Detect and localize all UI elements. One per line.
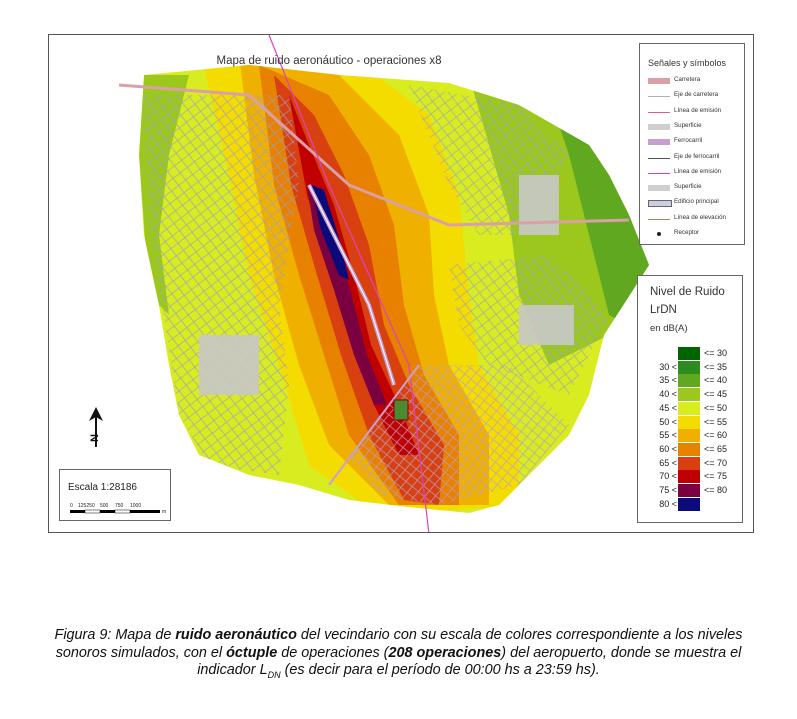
noise-class-swatch <box>678 374 700 387</box>
caption-text: (es decir para el período de 00:00 hs a 23:59 hs). <box>280 662 600 678</box>
noise-class-row <box>638 484 744 497</box>
noise-class-row <box>638 429 744 442</box>
noise-class-row <box>638 498 744 511</box>
symbol-swatch <box>657 232 661 236</box>
noise-class-swatch <box>678 498 700 511</box>
caption-text: de operaciones ( <box>277 644 389 661</box>
noise-map-frame <box>48 34 754 533</box>
scale-tick-label: 500 <box>100 503 109 509</box>
noise-class-lower: 40 < <box>659 389 677 400</box>
noise-legend-indicator: LrDN <box>650 304 677 316</box>
noise-class-lower: 35 < <box>659 375 677 386</box>
noise-class-swatch <box>678 443 700 456</box>
main-building <box>199 335 259 395</box>
noise-class-upper: <= 70 <box>704 457 728 468</box>
noise-class-lower: 30 < <box>659 361 677 372</box>
symbol-legend-item <box>648 153 744 163</box>
noise-class-row <box>638 388 744 401</box>
noise-level-legend <box>637 275 743 523</box>
symbol-swatch <box>648 96 670 97</box>
symbol-legend-item <box>648 198 744 208</box>
noise-class-lower: 50 < <box>659 416 677 427</box>
symbol-legend-item <box>648 122 744 132</box>
noise-class-swatch <box>678 484 700 497</box>
symbol-swatch <box>648 200 672 207</box>
noise-class-swatch <box>678 388 700 401</box>
noise-class-swatch <box>678 361 700 374</box>
symbol-legend-item <box>648 91 744 101</box>
noise-legend-unit: en dB(A) <box>650 323 688 334</box>
symbol-swatch <box>648 173 670 174</box>
caption-text: ) del aeropuerto, donde se muestra el indicador L <box>197 644 742 678</box>
noise-class-upper: <= 80 <box>704 485 728 495</box>
symbol-label: Receptor <box>674 229 700 236</box>
symbol-legend-item <box>648 137 744 147</box>
noise-class-upper: <= 40 <box>704 375 728 386</box>
caption-text: del vecindario con su escala de colores correspondiente a los niveles sonoros simulados, con el <box>55 627 743 661</box>
symbol-legend-item <box>648 214 744 224</box>
noise-class-upper: <= 35 <box>704 361 728 372</box>
symbol-legend-item <box>648 229 744 239</box>
noise-class-row <box>638 402 744 415</box>
symbol-label: Eje de carretera <box>674 91 719 99</box>
noise-class-lower: 55 < <box>659 430 677 441</box>
caption-bold: 208 operaciones <box>388 644 502 661</box>
noise-class-row <box>638 470 744 483</box>
scale-label: Escala 1:28186 <box>68 482 137 493</box>
symbol-swatch <box>648 185 670 191</box>
noise-class-lower: 75 < <box>659 485 677 495</box>
noise-class-swatch <box>678 402 700 415</box>
symbol-label: Línea de emisión <box>674 106 722 114</box>
caption-bold: ruido aeronáutico <box>175 627 297 643</box>
symbol-label: Carretera <box>674 76 701 83</box>
receptor-site <box>394 400 408 420</box>
symbol-label: Superficie <box>674 183 702 191</box>
noise-class-upper: <= 65 <box>704 443 728 454</box>
noise-class-upper: <= 50 <box>704 402 728 413</box>
scale-bar <box>60 470 172 522</box>
symbol-label: Eje de ferrocarril <box>674 152 720 160</box>
noise-class-lower: 80 < <box>659 498 677 509</box>
main-building <box>519 175 559 235</box>
noise-class-row <box>638 443 744 456</box>
symbol-swatch <box>648 139 670 145</box>
symbol-legend-item <box>648 168 744 178</box>
symbols-legend-heading: Señales y símbolos <box>648 58 727 68</box>
symbol-legend-item <box>648 76 744 86</box>
symbol-legend-item <box>648 183 744 193</box>
symbol-label: Línea de emisión <box>674 167 722 175</box>
caption-subscript: DN <box>267 669 281 680</box>
scale-tick-label: 1000 <box>130 503 142 509</box>
caption-bold: óctuple <box>226 644 278 661</box>
noise-class-swatch <box>678 457 700 470</box>
noise-class-row <box>638 347 744 360</box>
symbol-swatch <box>648 124 670 130</box>
noise-class-swatch <box>678 416 700 429</box>
noise-class-swatch <box>678 347 700 360</box>
symbol-label: Ferrocarril <box>674 137 703 145</box>
scale-tick-label: 125250 <box>78 503 95 509</box>
scale-tick-label: 0 <box>70 503 73 509</box>
figure-caption <box>50 627 747 684</box>
noise-class-upper: <= 30 <box>704 348 728 358</box>
symbol-swatch <box>648 112 670 113</box>
symbol-swatch <box>648 78 670 84</box>
symbol-label: Línea de elevación <box>674 213 726 221</box>
noise-class-upper: <= 45 <box>704 389 728 400</box>
noise-class-lower: 45 < <box>659 402 677 413</box>
scale-unit: m <box>162 509 167 515</box>
noise-class-row <box>638 361 744 374</box>
scale-box <box>59 469 171 521</box>
symbol-label: Edificio principal <box>674 198 719 206</box>
noise-class-upper: <= 75 <box>704 471 728 482</box>
noise-class-upper: <= 55 <box>704 416 728 427</box>
noise-class-lower: 60 < <box>659 443 677 454</box>
symbol-legend-item <box>648 107 744 117</box>
north-arrow <box>85 407 107 449</box>
noise-class-lower: 65 < <box>659 457 677 468</box>
north-letter: N <box>89 434 101 442</box>
noise-class-swatch <box>678 470 700 483</box>
symbol-swatch <box>648 219 670 220</box>
symbols-legend <box>639 43 745 245</box>
noise-class-swatch <box>678 429 700 442</box>
caption-text: Figura 9: Mapa de <box>54 627 176 643</box>
noise-class-row <box>638 457 744 470</box>
main-building <box>519 305 574 345</box>
noise-legend-title: Nivel de Ruido <box>650 286 725 298</box>
noise-class-row <box>638 374 744 387</box>
symbol-swatch <box>648 158 670 159</box>
map-title: Mapa de ruido aeronáutico - operaciones x8 <box>216 55 442 67</box>
noise-class-lower: 70 < <box>659 471 677 482</box>
neighborhood-west <box>144 95 299 475</box>
scale-tick-label: 750 <box>115 503 124 509</box>
symbol-label: Superficie <box>674 121 702 129</box>
noise-class-upper: <= 60 <box>704 430 728 441</box>
noise-class-row <box>638 416 744 429</box>
